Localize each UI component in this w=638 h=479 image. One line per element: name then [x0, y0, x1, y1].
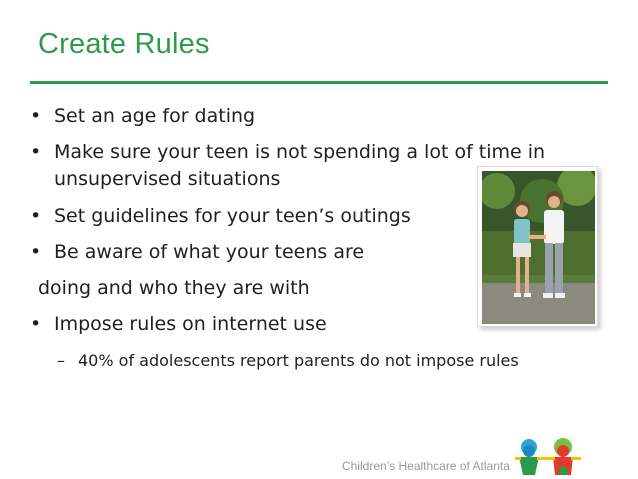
title-underline	[30, 81, 608, 84]
bullet-text: Be aware of what your teens are	[54, 241, 365, 263]
bullet-text: Set guidelines for your teen’s outings	[54, 205, 411, 227]
subbullet-text: 40% of adolescents report parents do not impose rules	[78, 351, 519, 370]
bullet-text-continued: unsupervised situations	[54, 168, 281, 190]
photo-illustration	[482, 171, 595, 324]
bullet-marker: •	[30, 141, 42, 163]
bullet-text: Make sure your teen is not spending a lot of time in	[54, 141, 546, 163]
subbullet-marker: –	[57, 351, 65, 370]
bullet-marker: •	[30, 205, 42, 227]
slide-title: Create Rules	[38, 28, 210, 60]
footer-text: Children’s Healthcare of Atlanta	[342, 459, 510, 473]
teen-couple-walking-photo	[477, 166, 598, 327]
bullet-text: Impose rules on internet use	[54, 313, 327, 335]
bullet-text: Set an age for dating	[54, 105, 256, 127]
bullet-marker: •	[30, 313, 42, 335]
bullet-marker: •	[30, 241, 42, 263]
bullet-text: doing and who they are with	[38, 277, 310, 299]
bullet-marker: •	[30, 105, 42, 127]
childrens-healthcare-logo	[515, 437, 585, 479]
